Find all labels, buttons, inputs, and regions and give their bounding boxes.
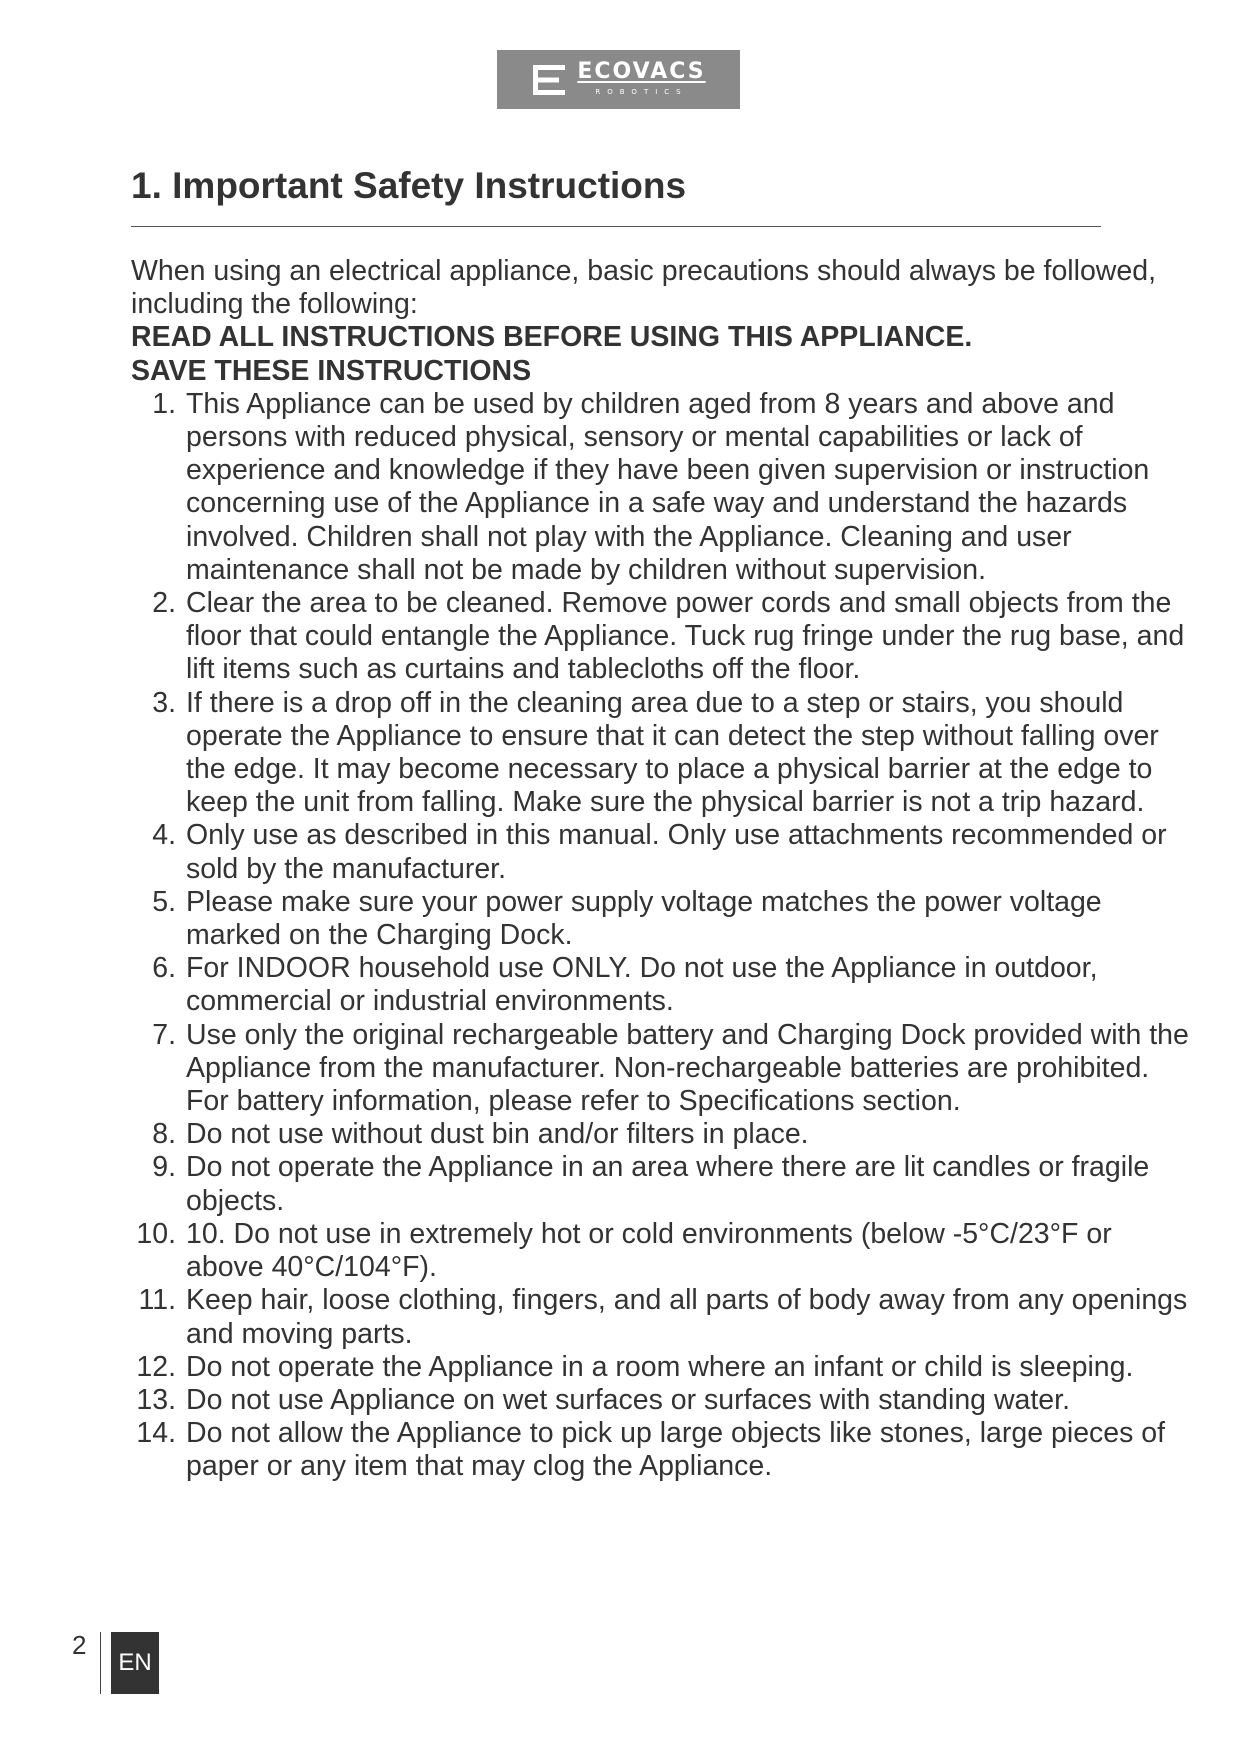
list-item — [131, 819, 1191, 885]
item-text: Do not use Appliance on wet surfaces or surfaces with standing water. — [186, 1383, 1070, 1416]
item-text: Do not allow the Appliance to pick up large objects like stones, large pieces of paper or any item that may clog the Appliance. — [186, 1417, 1166, 1483]
item-number: 13. — [136, 1383, 176, 1416]
list-item — [131, 1284, 1191, 1350]
list-item — [131, 1019, 1191, 1119]
item-text: This Appliance can be used by children aged from 8 years and above and persons with reduced physical, sensory or mental capabilities or lack of experience and knowledge if they have been given supervision or instruction concerning use of the Appliance in a safe way and understand the hazards involved. Children shall not play with the Appliance. Cleaning and user maintenance shall not be made by children without supervision. — [186, 387, 1150, 586]
main-content — [131, 255, 1191, 1484]
logo-brand: ECOVACS — [577, 59, 706, 84]
list-item — [131, 886, 1191, 952]
item-number: 6. — [152, 952, 176, 985]
list-item — [131, 687, 1191, 820]
item-number: 3. — [152, 686, 176, 719]
item-text: For INDOOR household use ONLY. Do not use the Appliance in outdoor, commercial or industrial environments. — [186, 952, 1098, 1018]
logo-subtitle: ROBOTICS — [595, 88, 688, 96]
list-item — [131, 1151, 1191, 1217]
ecovacs-logo — [497, 50, 740, 109]
item-number: 8. — [152, 1118, 176, 1151]
item-number: 7. — [152, 1018, 176, 1051]
section-title: 1. Important Safety Instructions — [131, 165, 687, 206]
item-text: Do not operate the Appliance in a room where an infant or child is sleeping. — [186, 1350, 1134, 1383]
item-text: Only use as described in this manual. Only use attachments recommended or sold by the manufacturer. — [186, 819, 1167, 885]
safety-list — [131, 388, 1191, 1484]
item-text: Clear the area to be cleaned. Remove power cords and small objects from the floor that could entangle the Appliance. Tuck rug fringe under the rug base, and lift items such as curtains and tablecloths off the floor. — [186, 587, 1185, 686]
list-item — [131, 1384, 1191, 1417]
list-item — [131, 1351, 1191, 1384]
item-number: 11. — [138, 1284, 176, 1317]
item-number: 14. — [136, 1417, 176, 1450]
item-text: Do not use without dust bin and/or filters in place. — [186, 1118, 809, 1151]
list-item — [131, 587, 1191, 687]
list-item — [131, 1417, 1191, 1483]
item-number: 5. — [152, 885, 176, 918]
item-text: 10. Do not use in extremely hot or cold environments (below -5°C/23°F or above 40°C/104°F). — [186, 1217, 1112, 1284]
item-number: 4. — [152, 819, 176, 852]
list-item — [131, 1118, 1191, 1151]
language-badge: EN — [111, 1632, 159, 1694]
page-number: 2 — [72, 1630, 87, 1660]
title-divider — [131, 226, 1101, 227]
list-item — [131, 952, 1191, 1018]
list-item — [131, 1218, 1191, 1284]
item-number: 2. — [152, 587, 176, 620]
item-text: Use only the original rechargeable battery and Charging Dock provided with the Appliance from the manufacturer. Non-rechargeable batteries are prohibited. For battery information, please refer to Specifications section. — [186, 1018, 1189, 1118]
intro-text: When using an electrical appliance, basic precautions should always be followed, including the following: — [131, 255, 1157, 321]
item-number: 10. — [136, 1217, 176, 1250]
notice-read-all: READ ALL INSTRUCTIONS BEFORE USING THIS APPLIANCE. — [131, 321, 973, 354]
ecovacs-e-icon — [531, 63, 567, 97]
item-number: 9. — [152, 1151, 176, 1184]
footer-divider — [100, 1632, 101, 1694]
item-text: Keep hair, loose clothing, fingers, and all parts of body away from any openings and moving parts. — [186, 1284, 1188, 1350]
item-number: 1. — [152, 387, 176, 420]
item-text: If there is a drop off in the cleaning area due to a step or stairs, you should operate the Appliance to ensure that it can detect the step without falling over the edge. It may become necessary to place a physical barrier at the edge to keep the unit from falling. Make sure the physical barrier is not a trip hazard. — [186, 686, 1159, 819]
notice-save: SAVE THESE INSTRUCTIONS — [131, 354, 532, 387]
item-number: 12. — [136, 1350, 176, 1383]
item-text: Do not operate the Appliance in an area where there are lit candles or fragile objects. — [186, 1151, 1150, 1217]
list-item — [131, 388, 1191, 587]
item-text: Please make sure your power supply voltage matches the power voltage marked on the Charging Dock. — [186, 885, 1102, 952]
